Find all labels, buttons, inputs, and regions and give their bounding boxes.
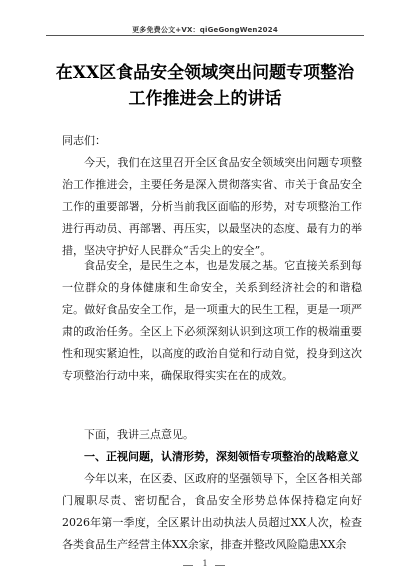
footer-rule-right: [215, 565, 225, 566]
paragraph-4: 今年以来，在区委、区政府的坚强领导下，全区各相关部门履职尽责、密切配合，食品安全形势总体保持稳定向好2026年第一季度，全区累计出动执法人员超过XX人次，检查各类食品生产经营主体XX余家，排查并整改风险隐患XX余: [62, 472, 362, 551]
document-title: [46, 60, 364, 112]
page-number: 1: [202, 559, 208, 568]
greeting: 同志们：: [62, 134, 106, 147]
paragraph-2: 食品安全，是民生之本，也是发展之基。它直接关系到每一位群众的身体健康和生命安全，关系到经济社会的和谐稳定。做好食品安全工作，是一项重大的民生工程，更是一项严肃的政治任务。全区上下必须深刻认识到这项工作的极端重要性和现实紧迫性，以高度的政治自觉和行动自觉，投身到这次专项整治行动中来，确保取得实实在在的成效。: [62, 259, 362, 382]
paragraph-1: 今天，我们在这里召开全区食品安全领域突出问题专项整治工作推进会，主要任务是深入贯彻落实省、市关于食品安全工作的重要部署，分析当前我区面临的形势，对专项整治工作进行再动员、再部署、再压实，以最坚决的态度、最有力的举措，坚决守护好人民群众“舌尖上的安全”。: [62, 156, 362, 257]
header-note: 更多免费公文+VX：qiGeGongWen2024: [132, 26, 278, 34]
section-heading-1: 一、正视问题，认清形势，深刻领悟专项整治的战略意义: [84, 450, 359, 463]
paragraph-3: 下面，我讲三点意见。: [84, 428, 194, 441]
title-line-2: 工作推进会上的讲话: [128, 89, 282, 109]
footer-rule-left: [183, 565, 193, 566]
title-line-1: 在XX区食品安全领域突出问题专项整治: [55, 63, 355, 83]
header-rule: [46, 35, 364, 36]
